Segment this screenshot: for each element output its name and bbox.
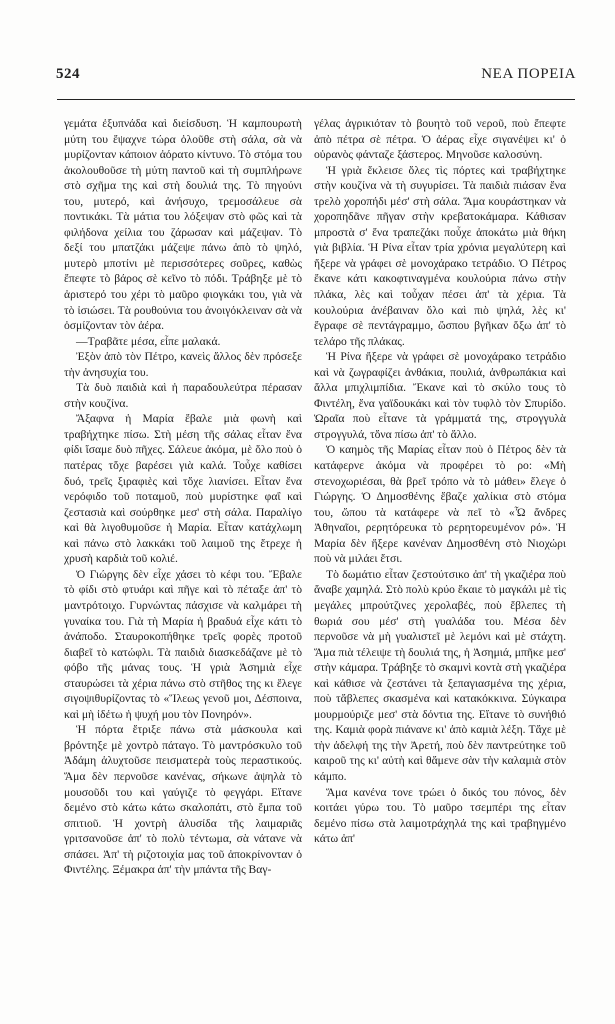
left-column: [64, 116, 302, 878]
paragraph: —Τραβᾶτε μέσα, εἶπε μαλακά.: [76, 334, 221, 348]
paragraph: Τὸ δωμάτιο εἶταν ζεστούτσικο ἀπ' τὴ γκαζιέρα ποὺ ἄναβε χαμηλά. Στὸ πολὺ κρύο ἔκαιε τὸ μαγκάλι μὲ τὶς μεγάλες μπρούτζινες χερολαβές, ποὺ ἔβλεπες τὴ θωριά σου μέσ' στὴ γυαλάδα του. Μέσα δὲν περνοῦσε νὰ μὴ γυαλιστεῖ μὲ λεμόνι καὶ μὲ στάχτη. Ἅμα πιὰ τέλειψε τὴ δουλιά της, ἡ Ἀσημιά, μπῆκε μεσ' στὴν κάμαρα. Τράβηξε τὸ σκαμνὶ κοντὰ στὴ γκαζιέρα καὶ κάθισε νὰ ζεστάνει τὰ ξεπαγιασμένα της χέρια, ποὺ τἄβλεπες σκασμένα καὶ κατακόκκινα. Σύγκαιρα μουρμούριζε μεσ' στὰ δόντια της. Εἴτανε τὸ συνήθιό της. Καμιὰ φορὰ πιάνανε κι' ἀπὸ καμιὰ λέξη. Τἄχε μὲ τὴν ἀδελφή της τὴν Ἀρετή, ποὺ δὲν παντρεύτηκε τοῦ καιροῦ της κι' αὐτὴ καὶ θἄμενε σὰν τὴν καλαμιὰ στὸν κάμπο.: [314, 567, 566, 783]
running-head: [56, 66, 576, 88]
journal-title: ΝΕΑ ΠΟΡΕΙΑ: [481, 66, 576, 82]
paragraph: γεμάτα ἐξυπνάδα καὶ διείσδυση. Ἡ καμπουρωτὴ μύτη του ἔψαχνε τώρα ὁλοῦθε στὴ σάλα, σὰ νὰ μυρίζονταν κάποιον ἀόρατο κίντυνο. Τὸ στόμα του ἀκολουθοῦσε τὴ μύτη παντοῦ καὶ τὴ συμπλήρωνε στὸ σχῆμα της καὶ στὴ δουλιά της. Τὸ πηγούνι του, μυτερό, καὶ ἀνήσυχο, τρεμοσάλευε σὰ ποντικάκι. Τὰ μάτια του λόξεψαν στὸ φῶς καὶ τὰ φιλήδονα χείλια του ζάρωσαν καὶ μάζεψαν. Τὸ δεξί του μπατζάκι μάζεψε πάνω ἀπὸ τὸ ψηλό, μυτερὸ μποτίνι μὲ περισσότερες σοῦρες, καθὼς ἔπεφτε τὸ βάρος σὲ κεῖνο τὸ πόδι. Τράβηξε μὲ τὸ ἀριστερό του χέρι τὸ μαῦρο φιογκάκι του, γιὰ νὰ τὸ ἰσιώσει. Τὰ ρουθούνια του ἀνοιγόκλειναν σὰ νὰ ὀσμίζονταν τὸν ἀέρα.: [64, 117, 302, 333]
paragraph: γέλας ἀγρικιόταν τὸ βουητὸ τοῦ νεροῦ, ποὺ ἔπεφτε ἀπὸ πέτρα σὲ πέτρα. Ὁ ἀέρας εἶχε σιγανέψει κι' ὁ οὐρανὸς φάνταζε ξάστερος. Μηνοῦσε καλοσύνη.: [314, 117, 566, 162]
paragraph: Ἅμα κανένα τονε τρώει ὁ δικός του πόνος, δὲν κοιτάει γύρω του. Τὸ μαῦρο τσεμπέρι της εἶταν δεμένο πίσω στὰ λαιμοτράχηλά της καὶ τραβηγμένο κάτω ἀπ': [314, 785, 566, 846]
paragraph: Ὁ Γιώργης δὲν εἶχε χάσει τὸ κέφι του. Ἔβαλε τὸ φίδι στὸ φτυάρι καὶ πῆγε καὶ τὸ πέταξε ἀπ' τὸ μαντρότοιχο. Γυρνώντας πάσχισε νὰ καλμάρει τὴ γυναίκα του. Γιὰ τὴ Μαρία ἡ βραδυά εἶχε κάτι τὸ ἀνάποδο. Σταυροκοπήθηκε τρεῖς φορὲς προτοῦ διαβεῖ τὸ κατώφλι. Τὰ παιδιὰ διασκεδάζανε μὲ τὸ φόβο τῆς μάνας τους. Ἡ γριὰ Ἀσημιὰ εἶχε σταυρώσει τὰ χέρια πάνω στὸ στῆθος της κι ἔλεγε σιγοψιθυρίζοντας τὸ «Ἵλεως γενοῦ μοι, Δέσποινα, καὶ μὴ ἰδέτω ἡ ψυχή μου τὸν Πονηρόν».: [64, 567, 302, 721]
paragraph: Ἡ γριὰ ἔκλεισε ὅλες τὶς πόρτες καὶ τραβήχτηκε στὴν κουζίνα νὰ τὴ συγυρίσει. Τὰ παιδιὰ πιάσαν ἕνα τρελὸ χοροπήδι μέσ' στὴ σάλα. Ἅμα κουράστηκαν νὰ χοροπηδᾶνε πῆγαν στὴν κρεβατοκάμαρα. Κάθισαν μπροστὰ σ' ἕνα τραπεζάκι ποὖχε ἀποκάτω μιὰ θήκη γιὰ βιβλία. Ἡ Ρίνα εἶταν τρία χρόνια μεγαλύτερη καὶ ἤξερε νὰ γράφει σὲ μονοχάρακο τετράδιο. Ὁ Πέτρος ἔκανε κάτι κακοφτιναγμένα κουλούρια πάνω στὴν πλάκα, λὲς καὶ τοὖχαν πέσει ἀπ' τὰ χέρια. Τὰ κουλούρια ἀνέβαιναν ὅλο καὶ πιὸ ψηλά, λὲς κι' ἔγραφε σὲ πεντάγραμμο, ὥσπου βγῆκαν ὄξω ἀπ' τὸ τελάρο τῆς πλάκας.: [314, 163, 566, 348]
right-column: [314, 116, 566, 847]
paragraph: Ἄξαφνα ἡ Μαρία ἔβαλε μιὰ φωνὴ καὶ τραβήχτηκε πίσω. Στὴ μέση τῆς σάλας εἶταν ἕνα φίδι ἴσαμε δυὸ πῆχες. Σάλευε ἀκόμα, μὲ ὅλο ποὺ ὁ πατέρας τὄχε βαρέσει γιὰ καλά. Τοὖχε καθίσει δυό, τρεῖς ξιραφιὲς καὶ τὄχε λιανίσει. Εἶταν ἕνα νερόφιδο τοῦ ποταμοῦ, ποὺ μυρίστηκε φαΐ καὶ ζεστασιὰ καὶ σούρθηκε μεσ' στὴ σάλα. Παραλίγο καὶ θὰ λιγοθυμοῦσε ἡ Μαρία. Εἶταν κατάχλωμη καὶ πάνω στὸ λακκάκι τοῦ λαιμοῦ της ἔτρεχε ἡ χρυσὴ καρδιὰ τοῦ κολιέ.: [64, 412, 302, 566]
page-number: 524: [56, 66, 80, 82]
header-rule: [57, 99, 575, 100]
paragraph: Ἡ πόρτα ἔτριξε πάνω στὰ μάσκουλα καὶ βρόντηξε μὲ χοντρὸ πάταγο. Τὸ μαντρόσκυλο τοῦ Ἀδάμη ἀλυχτοῦσε πεισματερὰ τοὺς περαστικούς. Ἅμα δὲν περνοῦσε κανένας, σήκωνε ἀψηλὰ τὸ μουσοῦδι του καὶ γαύγιζε τὸ φεγγάρι. Εἴτανε δεμένο στὸ κάτω κάτω σκαλοπάτι, στὸ ἔμπα τοῦ σπιτιοῦ. Ἡ χοντρὴ ἀλυσίδα τῆς λαιμαριᾶς γριτσανοῦσε ἀπ' τὸ πολὺ τέντωμα, σὰ νάτανε νὰ σπάσει. Ἀπ' τὴ ριζοτοιχία μας τοῦ ἀποκρίνονταν ὁ Φιντέλης. Ξέμακρα ἀπ' τὴν μπάντα τῆς Βαγ-: [64, 723, 302, 877]
paragraph: Ἐξὸν ἀπὸ τὸν Πέτρο, κανεὶς ἄλλος δὲν πρόσεξε τὴν ἀνησυχία του.: [64, 350, 302, 379]
paragraph: Ὁ καημὸς τῆς Μαρίας εἶταν ποὺ ὁ Πέτρος δὲν τὰ κατάφερνε ἀκόμα νὰ προφέρει τὸ ρο: «Μὴ στενοχωριέσαι, θὰ βρεῖ τρόπο νὰ τὸ μάθει» ἔλεγε ὁ Γιώργης. Ὁ Δημοσθένης ἔβαζε χαλίκια στὸ στόμα του, ὥπου τὰ κατάφερε νὰ πεῖ τὸ «Ὦ ἄνδρες Ἀθηναῖοι, ρερητόρευκα τὸ ρερητορευμένον ρό». Ἡ Μαρία δὲν ἤξερε κανέναν Δημοσθένη στὸ Νιοχώρι ποὺ νὰ μιλάει ἔτσι.: [314, 443, 566, 566]
paragraph: Τὰ δυὸ παιδιὰ καὶ ἡ παραδουλεύτρα πέρασαν στὴν κουζίνα.: [64, 381, 302, 410]
paragraph: Ἡ Ρίνα ἤξερε νὰ γράφει σὲ μονοχάρακο τετράδιο καὶ νὰ ζωγραφίζει ἀνθάκια, πουλιά, ἀνθρωπάκια καὶ ἄλλα μπιχλιμπίδια. Ἔκανε καὶ τὸ σκύλο τους τὸ Φιντέλη, ἕνα γαϊδουκάκι καὶ τὸν τυφλὸ τὸν Σπυρίδο. Ὡραῖα ποὺ εἶτανε τὰ γράμματά της, στρογγυλὰ στρογγυλά, τὄνα πίσω ἀπ' τὸ ἄλλο.: [314, 350, 566, 441]
